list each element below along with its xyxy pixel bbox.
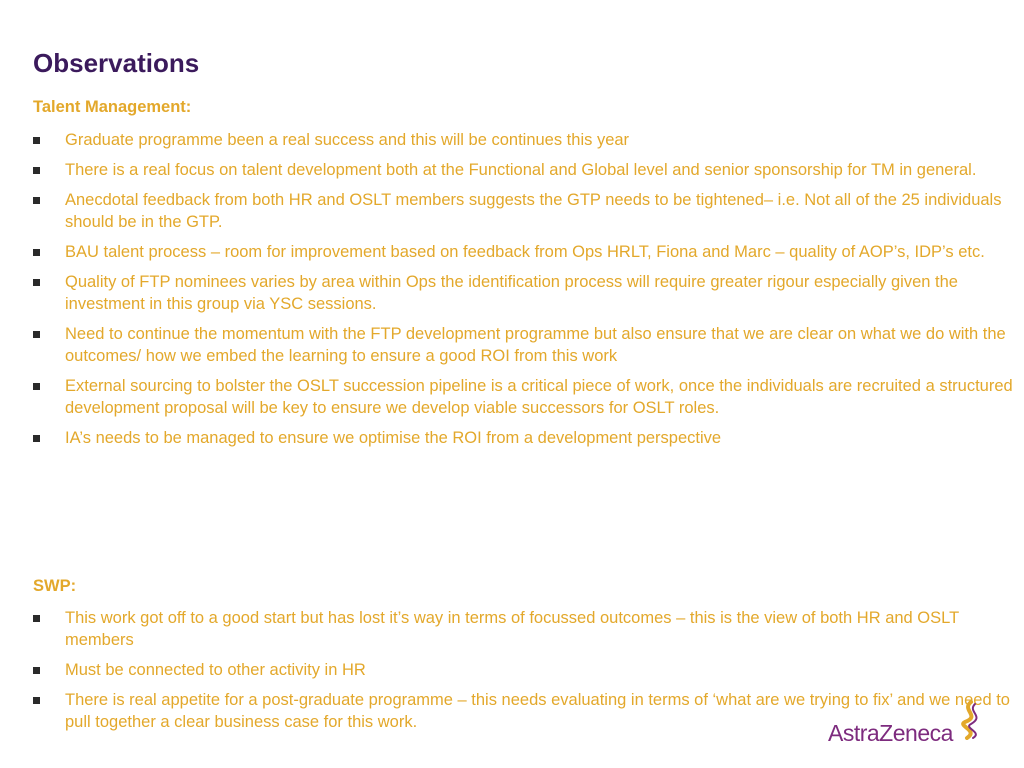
bullet-square-icon xyxy=(33,331,40,338)
list-item xyxy=(33,427,1023,449)
list-item xyxy=(33,659,1023,681)
bullet-text: BAU talent process – room for improvement based on feedback from Ops HRLT, Fiona and Marc – quality of AOP’s, IDP’s etc. xyxy=(65,243,985,261)
bullet-text: Need to continue the momentum with the FTP development programme but also ensure that we are clear on what we do with the outcomes/ how we embed the learning to ensure a good ROI from this work xyxy=(65,325,1006,365)
list-item xyxy=(33,607,1023,651)
bullet-square-icon xyxy=(33,435,40,442)
list-item xyxy=(33,189,1023,233)
bullet-square-icon xyxy=(33,615,40,622)
astrazeneca-swirl-icon xyxy=(955,700,987,745)
bullet-square-icon xyxy=(33,167,40,174)
bullet-square-icon xyxy=(33,279,40,286)
list-item xyxy=(33,241,1023,263)
swp-heading: SWP: xyxy=(33,577,77,595)
bullet-text: Must be connected to other activity in HR xyxy=(65,661,366,679)
slide-title: Observations xyxy=(33,48,200,78)
bullet-text: There is a real focus on talent development both at the Functional and Global level and senior sponsorship for TM in general. xyxy=(65,161,977,179)
bullet-square-icon xyxy=(33,383,40,390)
bullet-text: Anecdotal feedback from both HR and OSLT members suggests the GTP needs to be tightened– i.e. Not all of the 25 individuals should be in the GTP. xyxy=(65,191,1002,231)
bullet-square-icon xyxy=(33,249,40,256)
list-item xyxy=(33,323,1023,367)
talent-management-list xyxy=(33,129,1023,457)
bullet-text: IA’s needs to be managed to ensure we optimise the ROI from a development perspective xyxy=(65,429,722,447)
list-item xyxy=(33,271,1023,315)
list-item xyxy=(33,159,1023,181)
list-item xyxy=(33,375,1023,419)
logo-text: AstraZeneca xyxy=(828,720,953,746)
list-item xyxy=(33,129,1023,151)
bullet-square-icon xyxy=(33,697,40,704)
bullet-square-icon xyxy=(33,197,40,204)
talent-management-heading: Talent Management: xyxy=(33,98,192,116)
bullet-square-icon xyxy=(33,667,40,674)
bullet-text: Quality of FTP nominees varies by area within Ops the identification process will require greater rigour especially given the investment in this group via YSC sessions. xyxy=(65,273,958,313)
bullet-text: This work got off to a good start but has lost it’s way in terms of focussed outcomes – this is the view of both HR and OSLT members xyxy=(65,609,959,649)
bullet-square-icon xyxy=(33,137,40,144)
astrazeneca-logo xyxy=(828,700,987,747)
bullet-text: Graduate programme been a real success and this will be continues this year xyxy=(65,131,630,149)
bullet-text: There is real appetite for a post-graduate programme – this needs evaluating in terms of ‘what are we trying to fix’ and we need to pull together a clear business case for this work. xyxy=(65,691,1010,731)
bullet-text: External sourcing to bolster the OSLT succession pipeline is a critical piece of work, once the individuals are recruited a structured development proposal will be key to ensure we develop viable successors for OSLT roles. xyxy=(65,377,1013,417)
